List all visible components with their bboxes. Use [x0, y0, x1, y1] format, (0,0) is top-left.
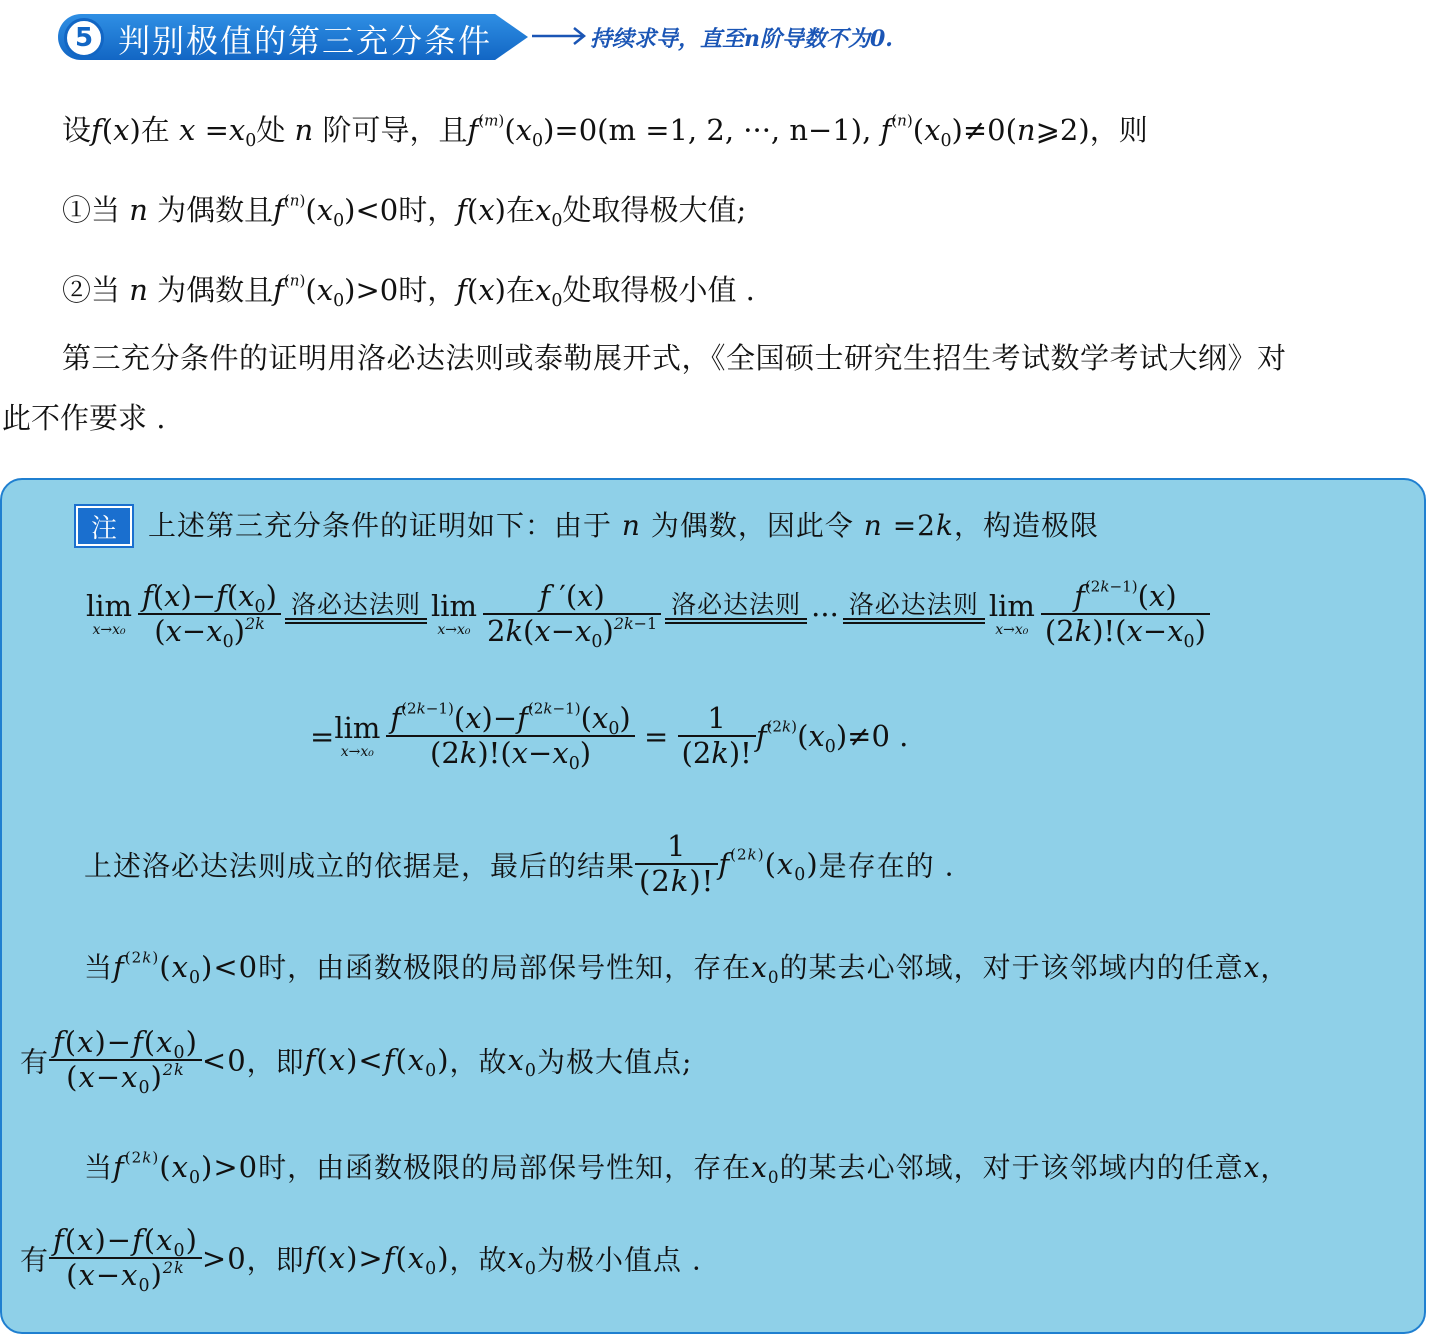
case-maximum: ①当 n 为偶数且$f^{(n)}(x_0)<0$时，f(x)在$x_0$处取得极大值; [62, 191, 747, 232]
remark-line-1: 第三充分条件的证明用洛必达法则或泰勒展开式，《全国硕士研究生招生考试数学考试大纲》对 [62, 341, 1287, 375]
case-negative-result: 有 $\frac{f(x)-f(x_0)}{(x-x_0)^{2k}}$ <0，即$f(x)<f(x_0)$，故$x_0$为极大值点; [20, 1025, 693, 1099]
section-number: 5 [64, 18, 104, 58]
case-positive-result: 有 $\frac{f(x)-f(x_0)}{(x-x_0)^{2k}}$ >0，即$f(x)>f(x_0)$，故$x_0$为极小值点 . [20, 1223, 702, 1297]
case-minimum: ②当 n 为偶数且$f^{(n)}(x_0)>0$时，f(x)在$x_0$处取得极小值 . [62, 271, 755, 312]
theorem-statement: 设f(x)在 $x =x_0$处 n 阶可导，且$f^{(m)}(x_0)=0(m =1$, 2, ···, n−1), $f^{(n)}(x_0)\ne 0(n⩾2)$，则 [62, 111, 1148, 152]
remark-line-2: 此不作要求 . [2, 401, 166, 435]
basis-sentence: 上述洛必达法则成立的依据是，最后的结果 $\frac{1}{(2k)!}$ $f^{(2k)}(x_0)$是存在的 . [84, 829, 955, 899]
case-negative-condition: 当$f^{(2k)}(x_0)<0$时，由函数极限的局部保号性知，存在$x_0$的某去心邻域，对于该邻域内的任意x， [84, 948, 1290, 989]
lhopital-equals-1: 洛必达法则 [285, 591, 427, 639]
limit-chain-row-2: = lim x→x₀ $\frac{f^{(2k-1)}(x)-f^{(2k-1)}(x_0)}{(2k)!(x-x_0)}$ = $\frac{1}{(2k)!}$ $f^{(2k)}(x_0)\ne 0$ . [310, 699, 909, 775]
limit-chain-row-1: lim x→x₀ $\frac{f(x)-f(x_0)}{(x-x_0)^{2k}}$ 洛必达法则 lim x→x₀ $\frac{f '(x)}{2k(x-x_0)^{2k-1}}$ 洛必达法则 ··· 洛必达法则 lim x→x₀ $\frac{f^{(2k-1)}(x)}{(2k)!(x-x_0)}$ [86, 580, 1210, 649]
note-badge: 注 [76, 506, 132, 546]
note-intro: 上述第三充分条件的证明如下：由于 n 为偶数，因此令 n =2k，构造极限 [148, 509, 1099, 542]
case-positive-condition: 当$f^{(2k)}(x_0)>0$时，由函数极限的局部保号性知，存在$x_0$的某去心邻域，对于该邻域内的任意x， [84, 1148, 1290, 1189]
lhopital-equals-2: 洛必达法则 [665, 591, 807, 639]
lhopital-equals-3: 洛必达法则 [843, 591, 985, 639]
section-title: 判别极值的第三充分条件 [118, 22, 493, 60]
arrow-right-icon [530, 24, 590, 48]
section-hint: 持续求导，直至n阶导数不为0. [590, 26, 893, 52]
